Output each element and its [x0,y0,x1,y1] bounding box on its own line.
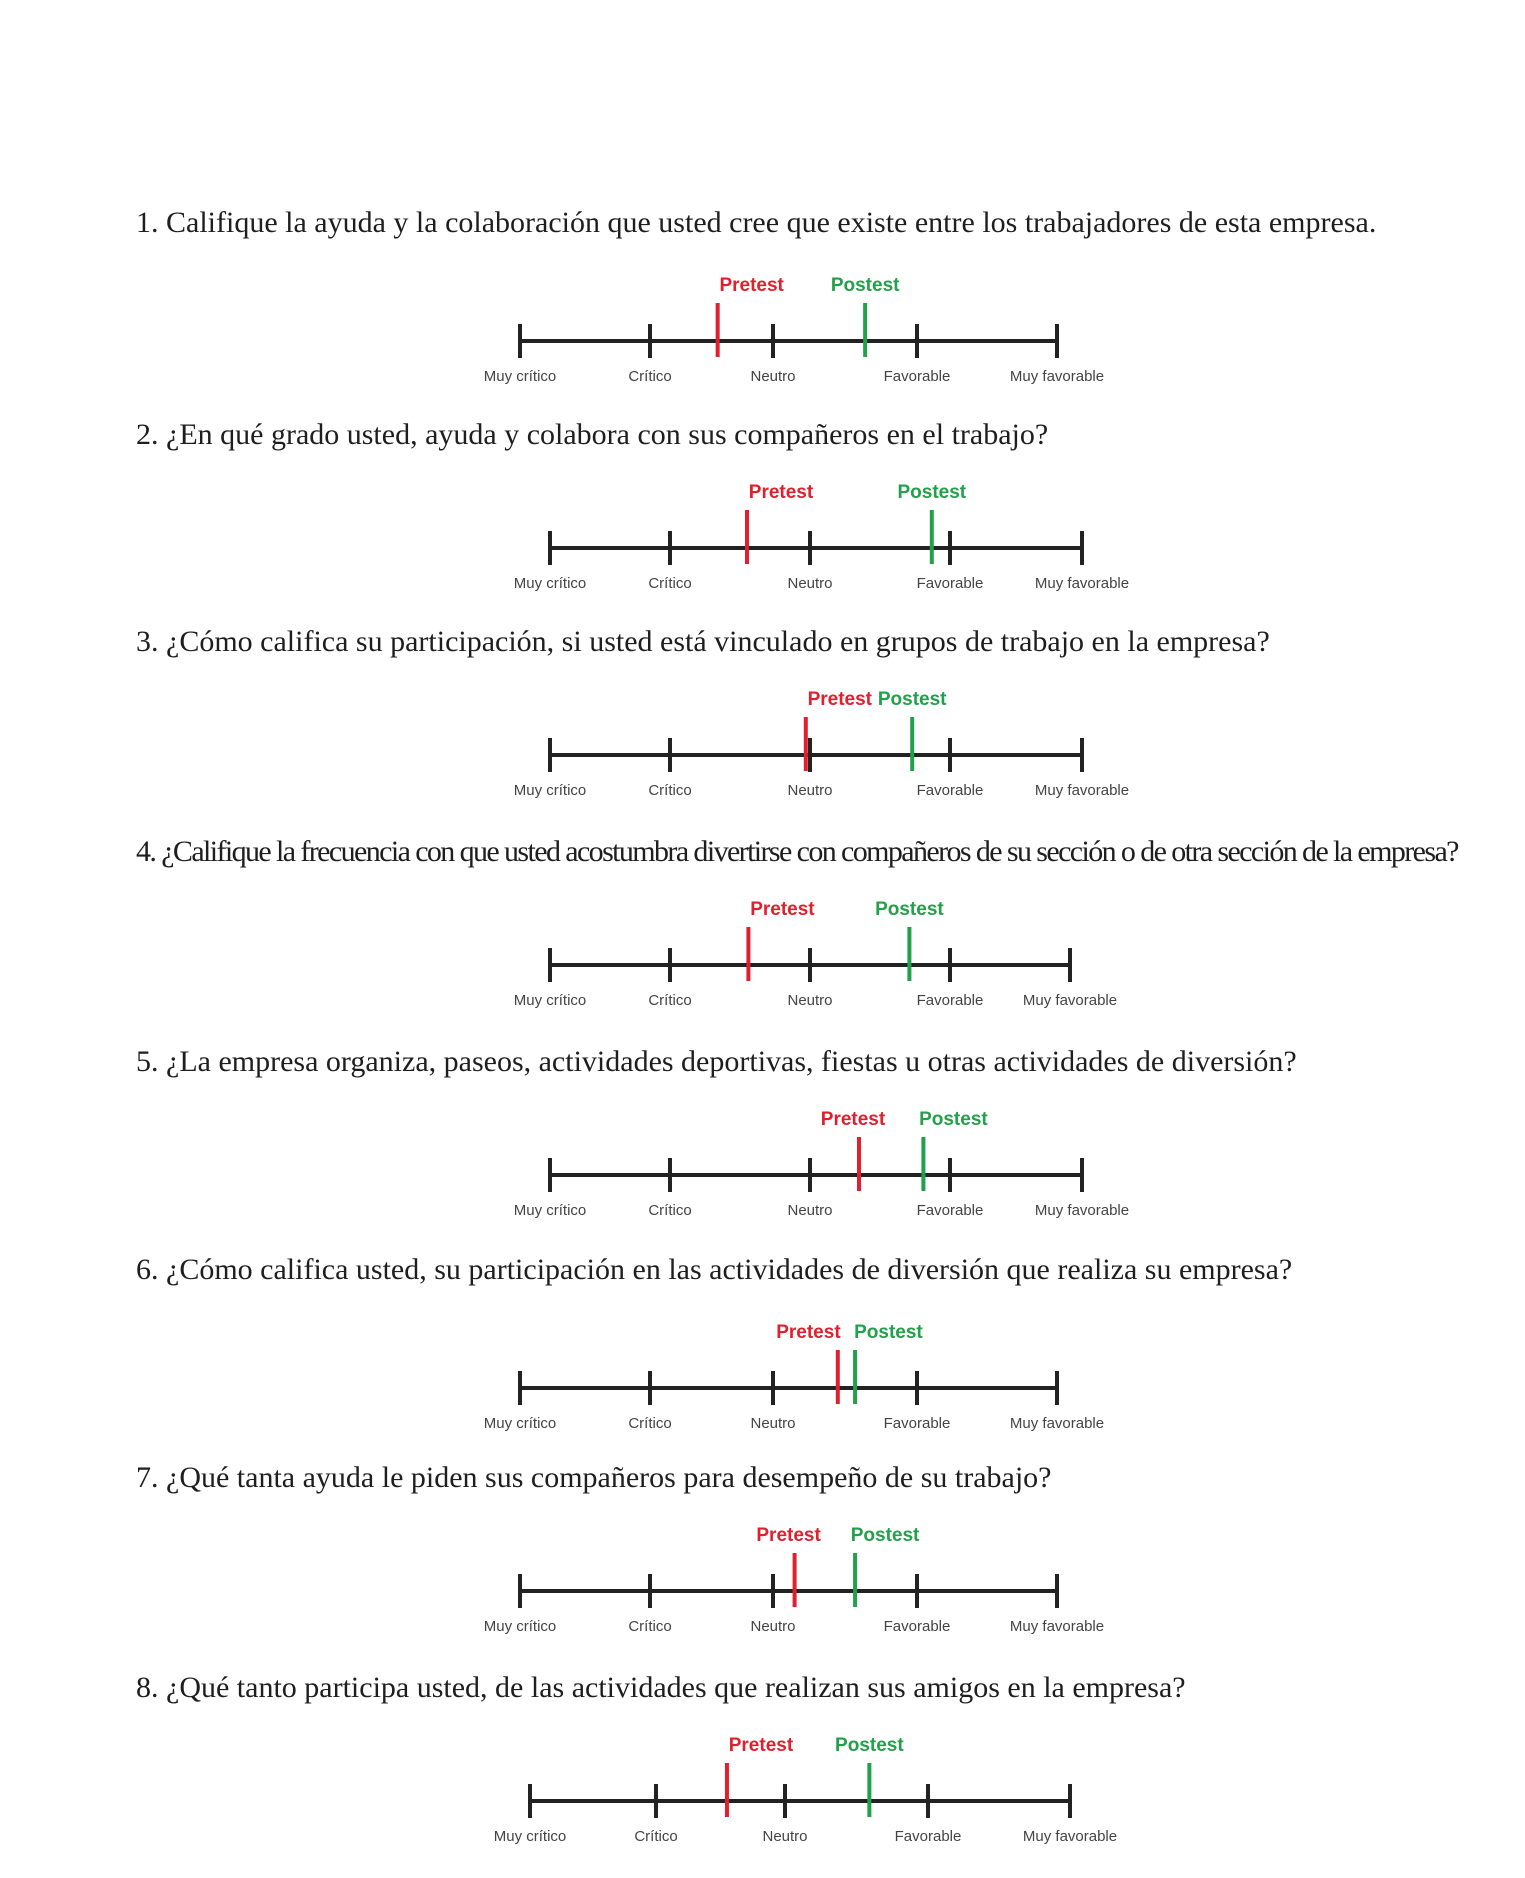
scale-tick-label: Crítico [628,1618,672,1635]
pretest-label: Pretest [756,1525,821,1546]
scale-chart-3 [513,672,1130,799]
scale-tick-label: Neutro [762,1828,808,1845]
pretest-label: Pretest [776,1322,841,1343]
scale-tick-label: Favorable [916,992,984,1009]
question-8-text: 8. ¿Qué tanto participa usted, de las actividades que realizan sus amigos en la empresa? [136,1671,1186,1704]
scale-tick-label: Crítico [628,1415,672,1432]
scale-tick-label: Crítico [634,1828,678,1845]
scale-tick-label: Crítico [648,782,692,799]
question-1-text: 1. Califique la ayuda y la colaboración que usted cree que existe entre los trabajadores de esta empresa. [136,206,1377,239]
scale-tick-label: Muy favorable [1034,575,1130,592]
scale-chart-4 [513,882,1120,1009]
scale-tick-label: Neutro [750,1415,796,1432]
pretest-label: Pretest [728,1735,794,1756]
scale-tick-label: Muy favorable [1009,1618,1105,1635]
scale-chart-5 [513,1092,1130,1219]
scale-tick-label: Muy favorable [1009,368,1105,385]
postest-label: Postest [877,689,947,710]
scale-tick-label: Muy favorable [1034,1202,1130,1219]
scale-tick-label: Muy crítico [483,1618,557,1635]
scale-tick-label: Muy crítico [483,1415,557,1432]
scale-chart-6 [483,1305,1130,1435]
scale-tick-label: Neutro [750,1618,796,1635]
scale-tick-label: Favorable [894,1828,962,1845]
scale-tick-label: Favorable [883,1415,951,1432]
question-4-text: 4. ¿Califique la frecuencia con que usted acostumbra divertirse con compañeros de su sección o de otra sección de la empresa? [136,835,1458,868]
question-3-text: 3. ¿Cómo califica su participación, si usted está vinculado en grupos de trabajo en la empresa? [136,625,1270,658]
scale-tick-label: Favorable [883,1618,951,1635]
scale-tick-label: Muy favorable [1009,1415,1105,1432]
question-6-text: 6. ¿Cómo califica usted, su participación en las actividades de diversión que realiza su empresa? [136,1253,1293,1286]
scale-tick-label: Muy crítico [513,782,587,799]
pretest-label: Pretest [719,275,784,296]
scale-chart-2 [513,465,1130,592]
postest-label: Postest [835,1735,904,1756]
scale-tick-label: Neutro [787,1202,833,1219]
postest-label: Postest [919,1109,988,1130]
scale-chart-7 [483,1508,1130,1638]
scale-chart-1 [483,258,1130,388]
question-5-text: 5. ¿La empresa organiza, paseos, actividades deportivas, fiestas u otras actividades de diversión? [136,1045,1297,1078]
scale-tick-label: Favorable [916,1202,984,1219]
scale-tick-label: Muy favorable [1034,782,1130,799]
scale-tick-label: Muy favorable [1022,992,1118,1009]
postest-label: Postest [854,1322,923,1343]
scale-tick-label: Crítico [628,368,672,385]
scale-tick-label: Favorable [883,368,951,385]
pretest-label: Pretest [748,482,814,503]
pretest-label: Pretest [820,1109,886,1130]
scale-chart-8 [493,1718,1120,1848]
postest-label: Postest [875,899,944,920]
scale-tick-label: Favorable [916,575,984,592]
pretest-label: Pretest [807,689,873,710]
scale-tick-label: Crítico [648,1202,692,1219]
question-7-text: 7. ¿Qué tanta ayuda le piden sus compañeros para desempeño de su trabajo? [136,1461,1052,1494]
scale-tick-label: Crítico [648,992,692,1009]
scale-tick-label: Muy crítico [493,1828,567,1845]
scale-tick-label: Muy crítico [513,575,587,592]
scale-tick-label: Muy crítico [513,992,587,1009]
scale-tick-label: Muy favorable [1022,1828,1118,1845]
postest-label: Postest [897,482,967,503]
scale-tick-label: Muy crítico [513,1202,587,1219]
postest-label: Postest [850,1525,920,1546]
postest-label: Postest [830,275,900,296]
scale-tick-label: Neutro [750,368,796,385]
scale-tick-label: Crítico [648,575,692,592]
scale-tick-label: Favorable [916,782,984,799]
scale-tick-label: Neutro [787,992,833,1009]
scale-tick-label: Neutro [787,782,833,799]
question-2-text: 2. ¿En qué grado usted, ayuda y colabora con sus compañeros en el trabajo? [136,418,1049,451]
pretest-label: Pretest [750,899,815,920]
scale-tick-label: Neutro [787,575,833,592]
scale-tick-label: Muy crítico [483,368,557,385]
